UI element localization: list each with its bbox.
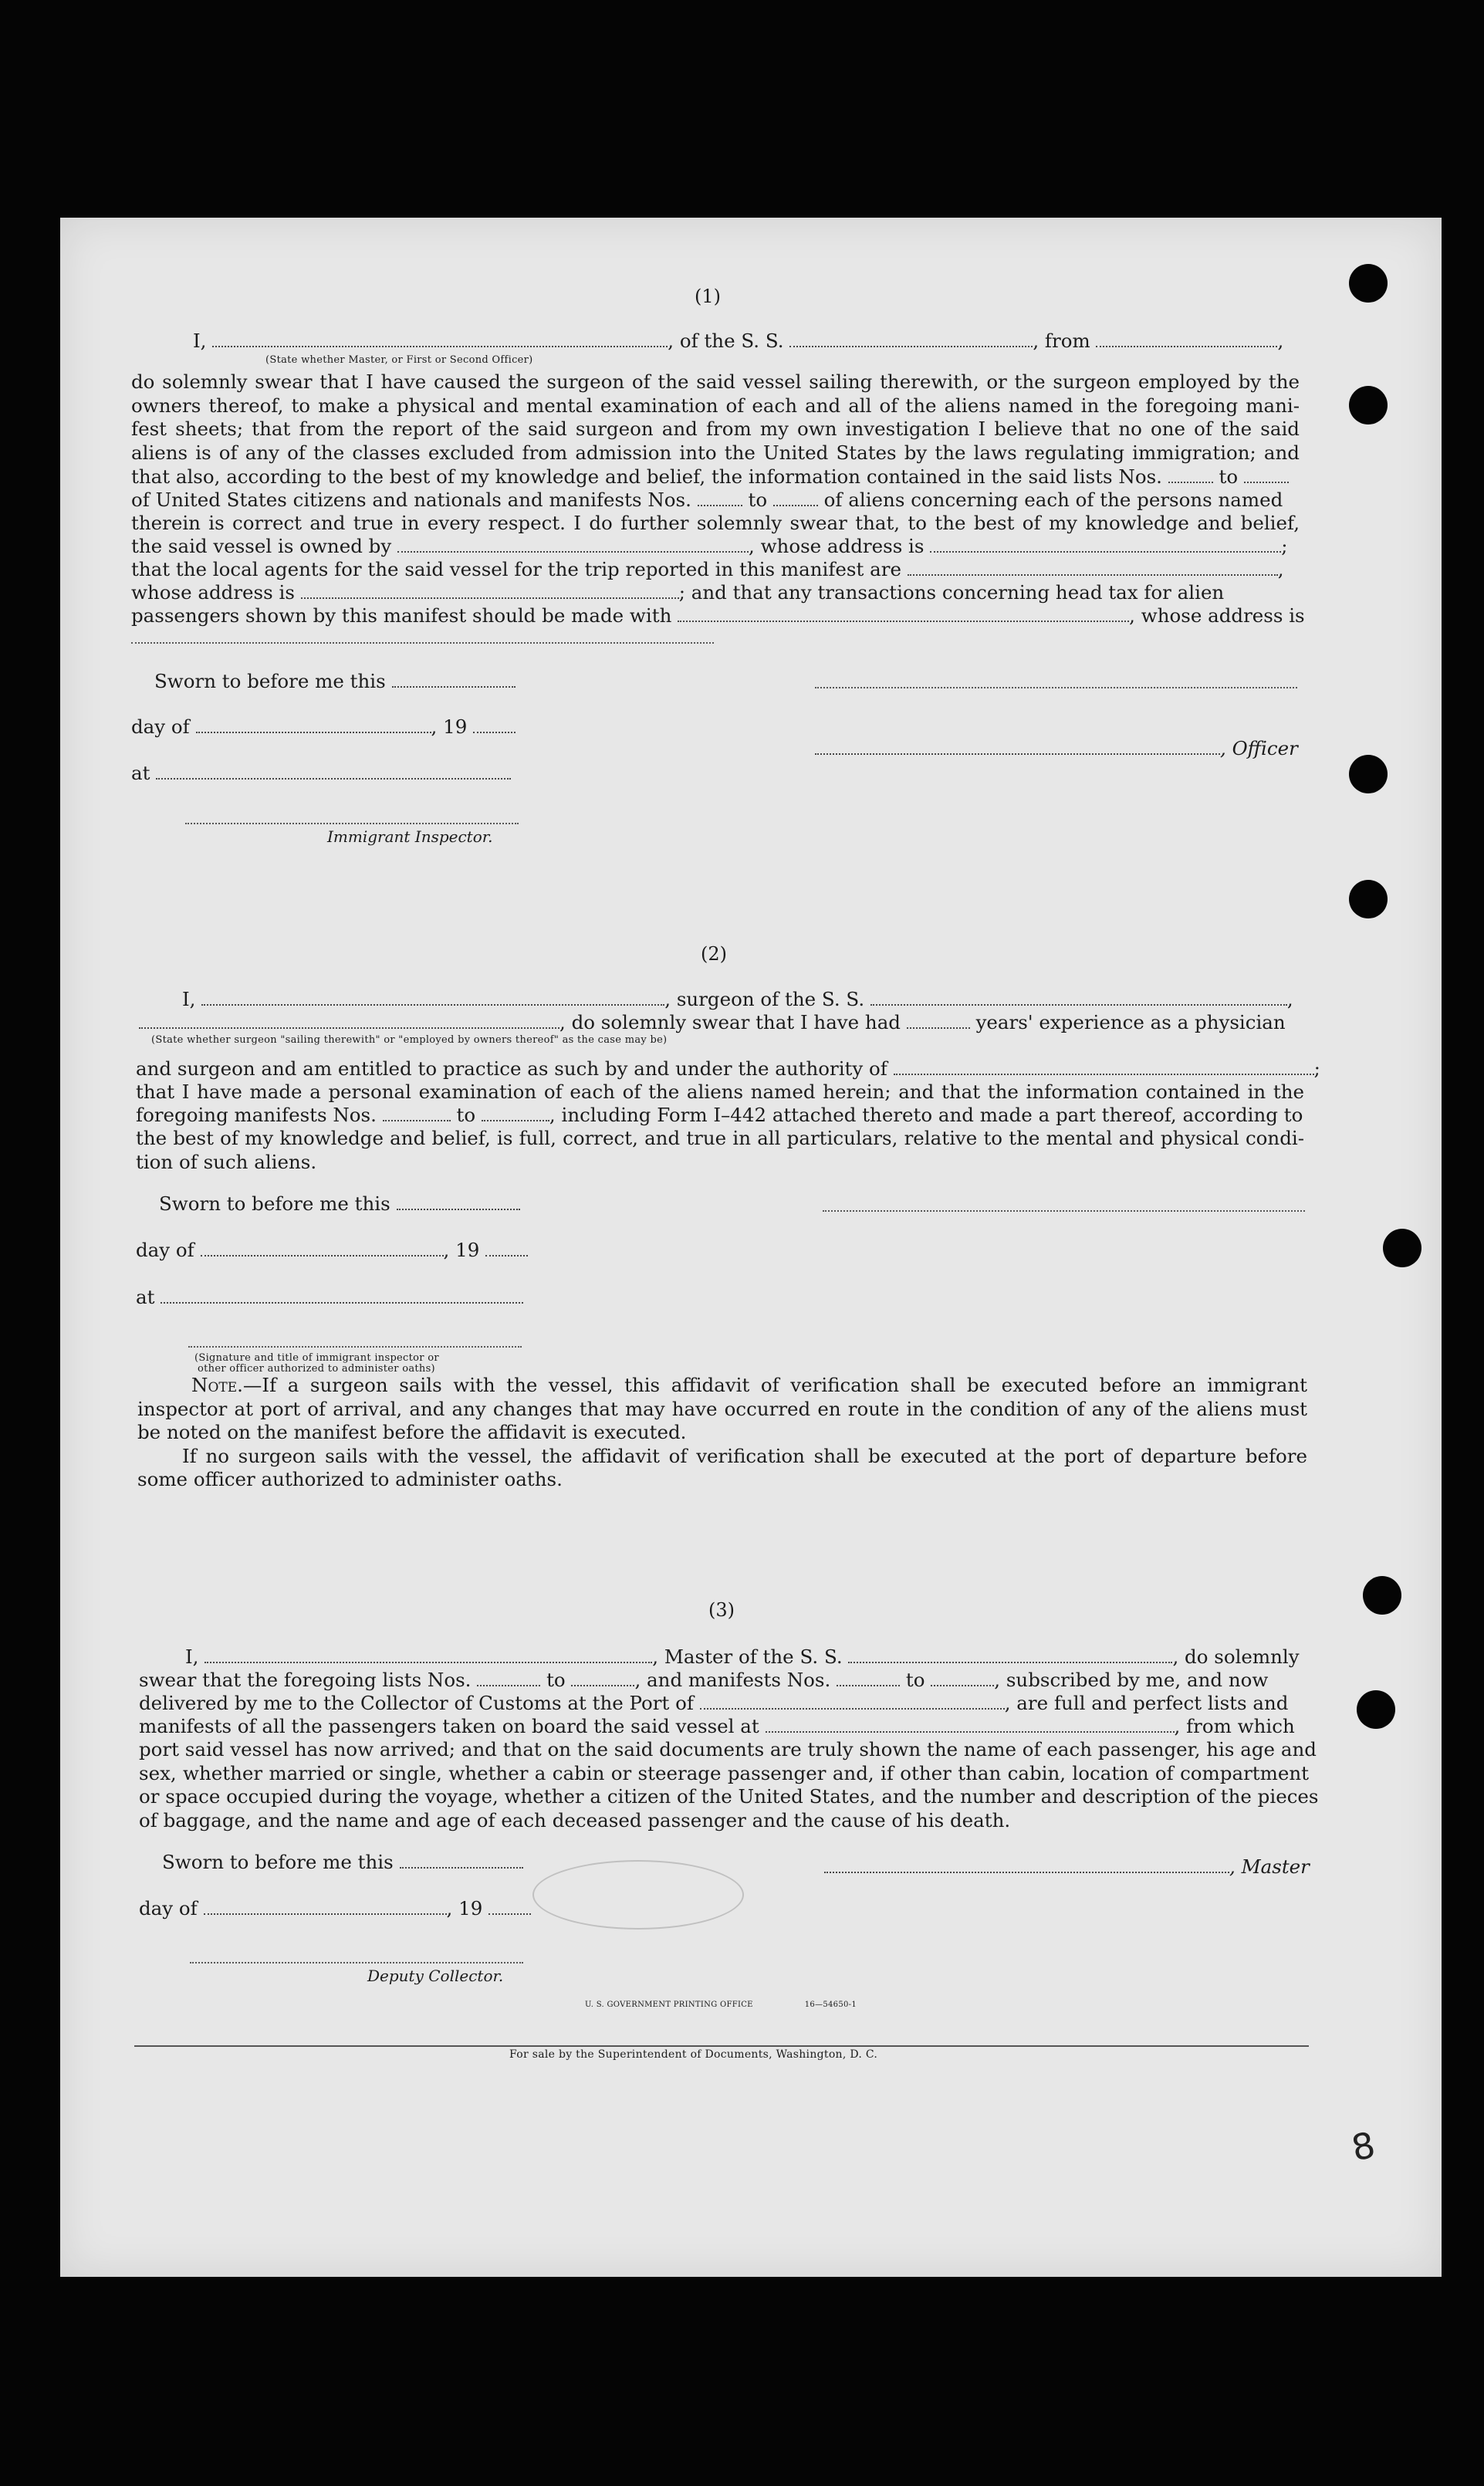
punch-hole: [1363, 1576, 1401, 1615]
punch-hole: [1349, 386, 1388, 424]
s1-signature-blank[interactable]: [815, 687, 1297, 688]
s2-line4: that I have made a personal examination of each of the aliens named herein; and that the information contained in the: [136, 1081, 1304, 1103]
punch-hole: [1357, 1690, 1395, 1729]
punch-hole: [1349, 755, 1388, 793]
from-blank[interactable]: [1096, 332, 1277, 347]
officer-blank[interactable]: [815, 739, 1220, 755]
s1-officer: , Officer: [815, 737, 1298, 760]
s1-master-note: (State whether Master, or First or Second Officer): [265, 354, 533, 366]
s1-passengers-line: passengers shown by this manifest should be made with , whose address is: [131, 604, 1305, 627]
s3-sworn: Sworn to before me this: [162, 1851, 523, 1874]
handwritten-number: 8: [1347, 2123, 1379, 2170]
s3-deputy-label: Deputy Collector.: [367, 1967, 504, 1985]
s3-master-sig: , Master: [824, 1855, 1310, 1879]
s3-day-of: day of , 19: [139, 1897, 531, 1920]
s2-line1: I, , surgeon of the S. S. ,: [182, 988, 1293, 1010]
s1-sworn: Sworn to before me this: [154, 670, 516, 693]
section-2-number: (2): [701, 943, 727, 965]
s1-citizens-line: of United States citizens and nationals and manifests Nos. to of aliens concerning each of the persons named: [131, 489, 1283, 511]
master-blank[interactable]: [824, 1858, 1229, 1873]
s3-body: port said vessel has now arrived; and that on the said documents are truly shown the name of each passenger, his age and sex, whether married or single, whether a cabin or steerage passenger and, if other than cabin, location of compartment or space occupied during the voyage, whether a citizen of the United States, and the number and description of the pieces of baggage, and the name and age of each deceased passenger and the cause of his death.: [139, 1738, 1319, 1832]
s2-sig-note-2: other officer authorized to administer oaths): [198, 1363, 435, 1375]
s1-at: at: [131, 762, 511, 785]
footer-rule: [134, 2045, 1309, 2047]
s2-sig-note-1: (Signature and title of immigrant inspector or: [194, 1352, 439, 1364]
s2-at: at: [136, 1286, 523, 1309]
s1-owned-line: the said vessel is owned by , whose address is ;: [131, 535, 1288, 557]
s2-signature-blank[interactable]: [823, 1210, 1305, 1212]
s2-line2: , do solemnly swear that I have had years' experience as a physician: [139, 1011, 1286, 1034]
s1-body: do solemnly swear that I have caused the surgeon of the said vessel sailing therewith, or the surgeon employed by the owners thereof, to make a physical and mental examination of each and all of the aliens named in the foregoing mani- fest sheets; that from the report of the said surgeon and from my own investigation I believe that no one of the said aliens is of any of the classes excluded from admission into the United States by the laws regulating immigration; and: [131, 370, 1300, 464]
s2-inspector-blank[interactable]: [188, 1346, 522, 1348]
s1-correct-line: therein is correct and true in every respect. I do further solemnly swear that, to the best of my knowledge and belief,: [131, 512, 1300, 534]
s3-line2: swear that the foregoing lists Nos. to , and manifests Nos. to , subscribed by me, and now: [139, 1669, 1269, 1691]
for-sale-line: For sale by the Superintendent of Documents, Washington, D. C.: [509, 2048, 878, 2061]
s1-line1: I, , of the S. S. , from ,: [193, 330, 1284, 352]
s2-line6-7: the best of my knowledge and belief, is full, correct, and true in all particulars, relative to the mental and physical condi- tion of such aliens.: [136, 1127, 1304, 1173]
s1-inspector-blank[interactable]: [185, 823, 519, 824]
s2-surgeon-note: (State whether surgeon "sailing therewith" or "employed by owners thereof" as the case may be): [151, 1034, 668, 1046]
s2-day-of: day of , 19: [136, 1239, 528, 1262]
punch-hole: [1349, 264, 1388, 303]
s2-line5: foregoing manifests Nos. to , including Form I–442 attached thereto and made a part thereof, according to: [136, 1104, 1303, 1126]
faint-stamp: [532, 1860, 744, 1930]
section-1-number: (1): [695, 286, 721, 307]
s2-sworn: Sworn to before me this: [159, 1192, 520, 1216]
s1-address-blank[interactable]: [131, 642, 714, 644]
s2-note: Note.—If a surgeon sails with the vessel, this affidavit of verification shall be executed before an immigrant inspector at port of arrival, and any changes that may have occurred en route in the condition of any of the aliens must be noted on the manifest before the affidavit is executed. If no surgeon sails with the vessel, the affidavit of verification shall be executed at the port of departure before some officer authorized to administer oaths.: [137, 1374, 1307, 1491]
s1-inspector-label: Immigrant Inspector.: [327, 827, 493, 846]
punch-hole: [1383, 1229, 1421, 1267]
s3-line4: manifests of all the passengers taken on board the said vessel at , from which: [139, 1715, 1295, 1737]
gpo-imprint: U. S. GOVERNMENT PRINTING OFFICE 16—54650-1: [585, 2001, 857, 2009]
s3-line1: I, , Master of the S. S. , do solemnly: [185, 1645, 1300, 1668]
punch-hole: [1349, 880, 1388, 918]
s2-line3: and surgeon and am entitled to practice as such by and under the authority of ;: [136, 1057, 1320, 1080]
s1-lists-line: that also, according to the best of my knowledge and belief, the information contained in the said lists Nos. to: [131, 465, 1289, 489]
s1-whose-line: whose address is ; and that any transactions concerning head tax for alien: [131, 581, 1225, 604]
vessel-blank[interactable]: [789, 332, 1033, 347]
section-3-number: (3): [708, 1599, 735, 1621]
s1-day-of: day of , 19: [131, 715, 516, 739]
s1-agents-line: that the local agents for the said vessel for the trip reported in this manifest are ,: [131, 558, 1284, 580]
s3-line3: delivered by me to the Collector of Customs at the Port of , are full and perfect lists and: [139, 1692, 1289, 1714]
name-blank[interactable]: [212, 332, 668, 347]
s3-deputy-blank[interactable]: [190, 1962, 523, 1963]
